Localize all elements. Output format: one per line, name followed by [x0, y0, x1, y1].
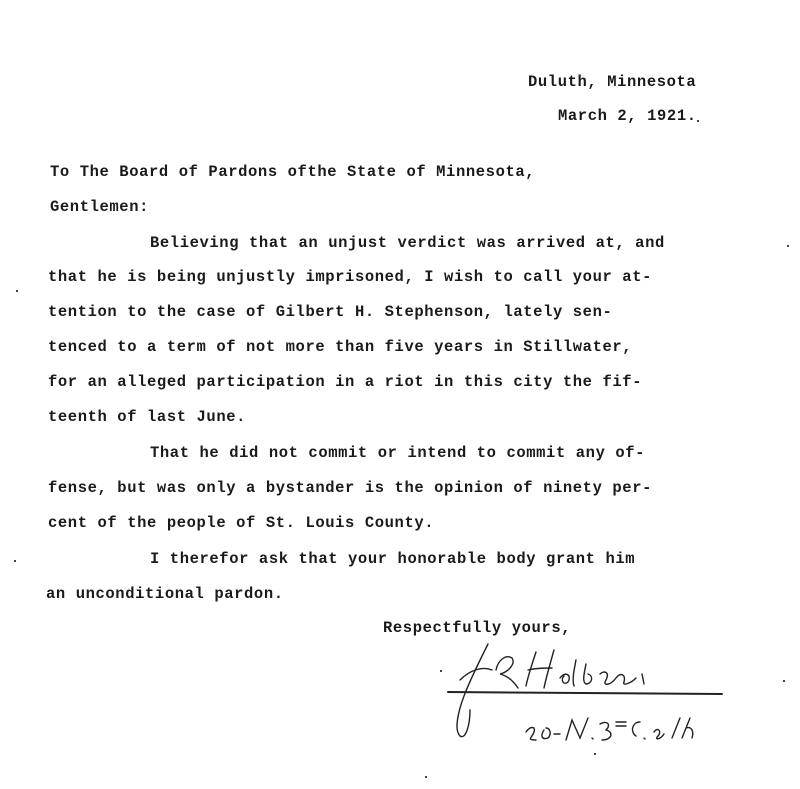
body-line: That he did not commit or intend to commit any of- — [150, 444, 646, 462]
letter-addressee: To The Board of Pardons ofthe State of Minnesota, — [50, 163, 536, 181]
scan-speck — [440, 670, 442, 672]
body-line: tention to the case of Gilbert H. Stephenson, lately sen- — [48, 303, 613, 321]
body-line: I therefor ask that your honorable body grant him — [150, 550, 636, 568]
body-line: tenced to a term of not more than five years in Stillwater, — [48, 338, 633, 356]
scan-speck — [783, 680, 785, 682]
body-line: teenth of last June. — [48, 408, 247, 426]
body-line: for an alleged participation in a riot in this city the fif- — [48, 373, 643, 391]
scan-speck — [787, 245, 789, 247]
letter-date: March 2, 1921. — [558, 107, 697, 125]
body-line: that he is being unjustly imprisoned, I wish to call your at- — [48, 268, 652, 286]
letter-closing: Respectfully yours, — [383, 619, 572, 637]
letter-place: Duluth, Minnesota — [528, 73, 697, 91]
scan-speck — [594, 753, 596, 755]
scan-speck — [16, 290, 18, 292]
scan-speck — [14, 560, 16, 562]
scan-speck — [697, 120, 699, 122]
letter-salutation: Gentlemen: — [50, 198, 150, 216]
body-line: Believing that an unjust verdict was arrived at, and — [150, 234, 665, 252]
body-line: cent of the people of St. Louis County. — [48, 514, 435, 532]
body-line: fense, but was only a bystander is the opinion of ninety per- — [48, 479, 652, 497]
body-line: an unconditional pardon. — [46, 585, 284, 603]
handwritten-signature — [440, 640, 740, 750]
scan-speck — [425, 776, 427, 778]
